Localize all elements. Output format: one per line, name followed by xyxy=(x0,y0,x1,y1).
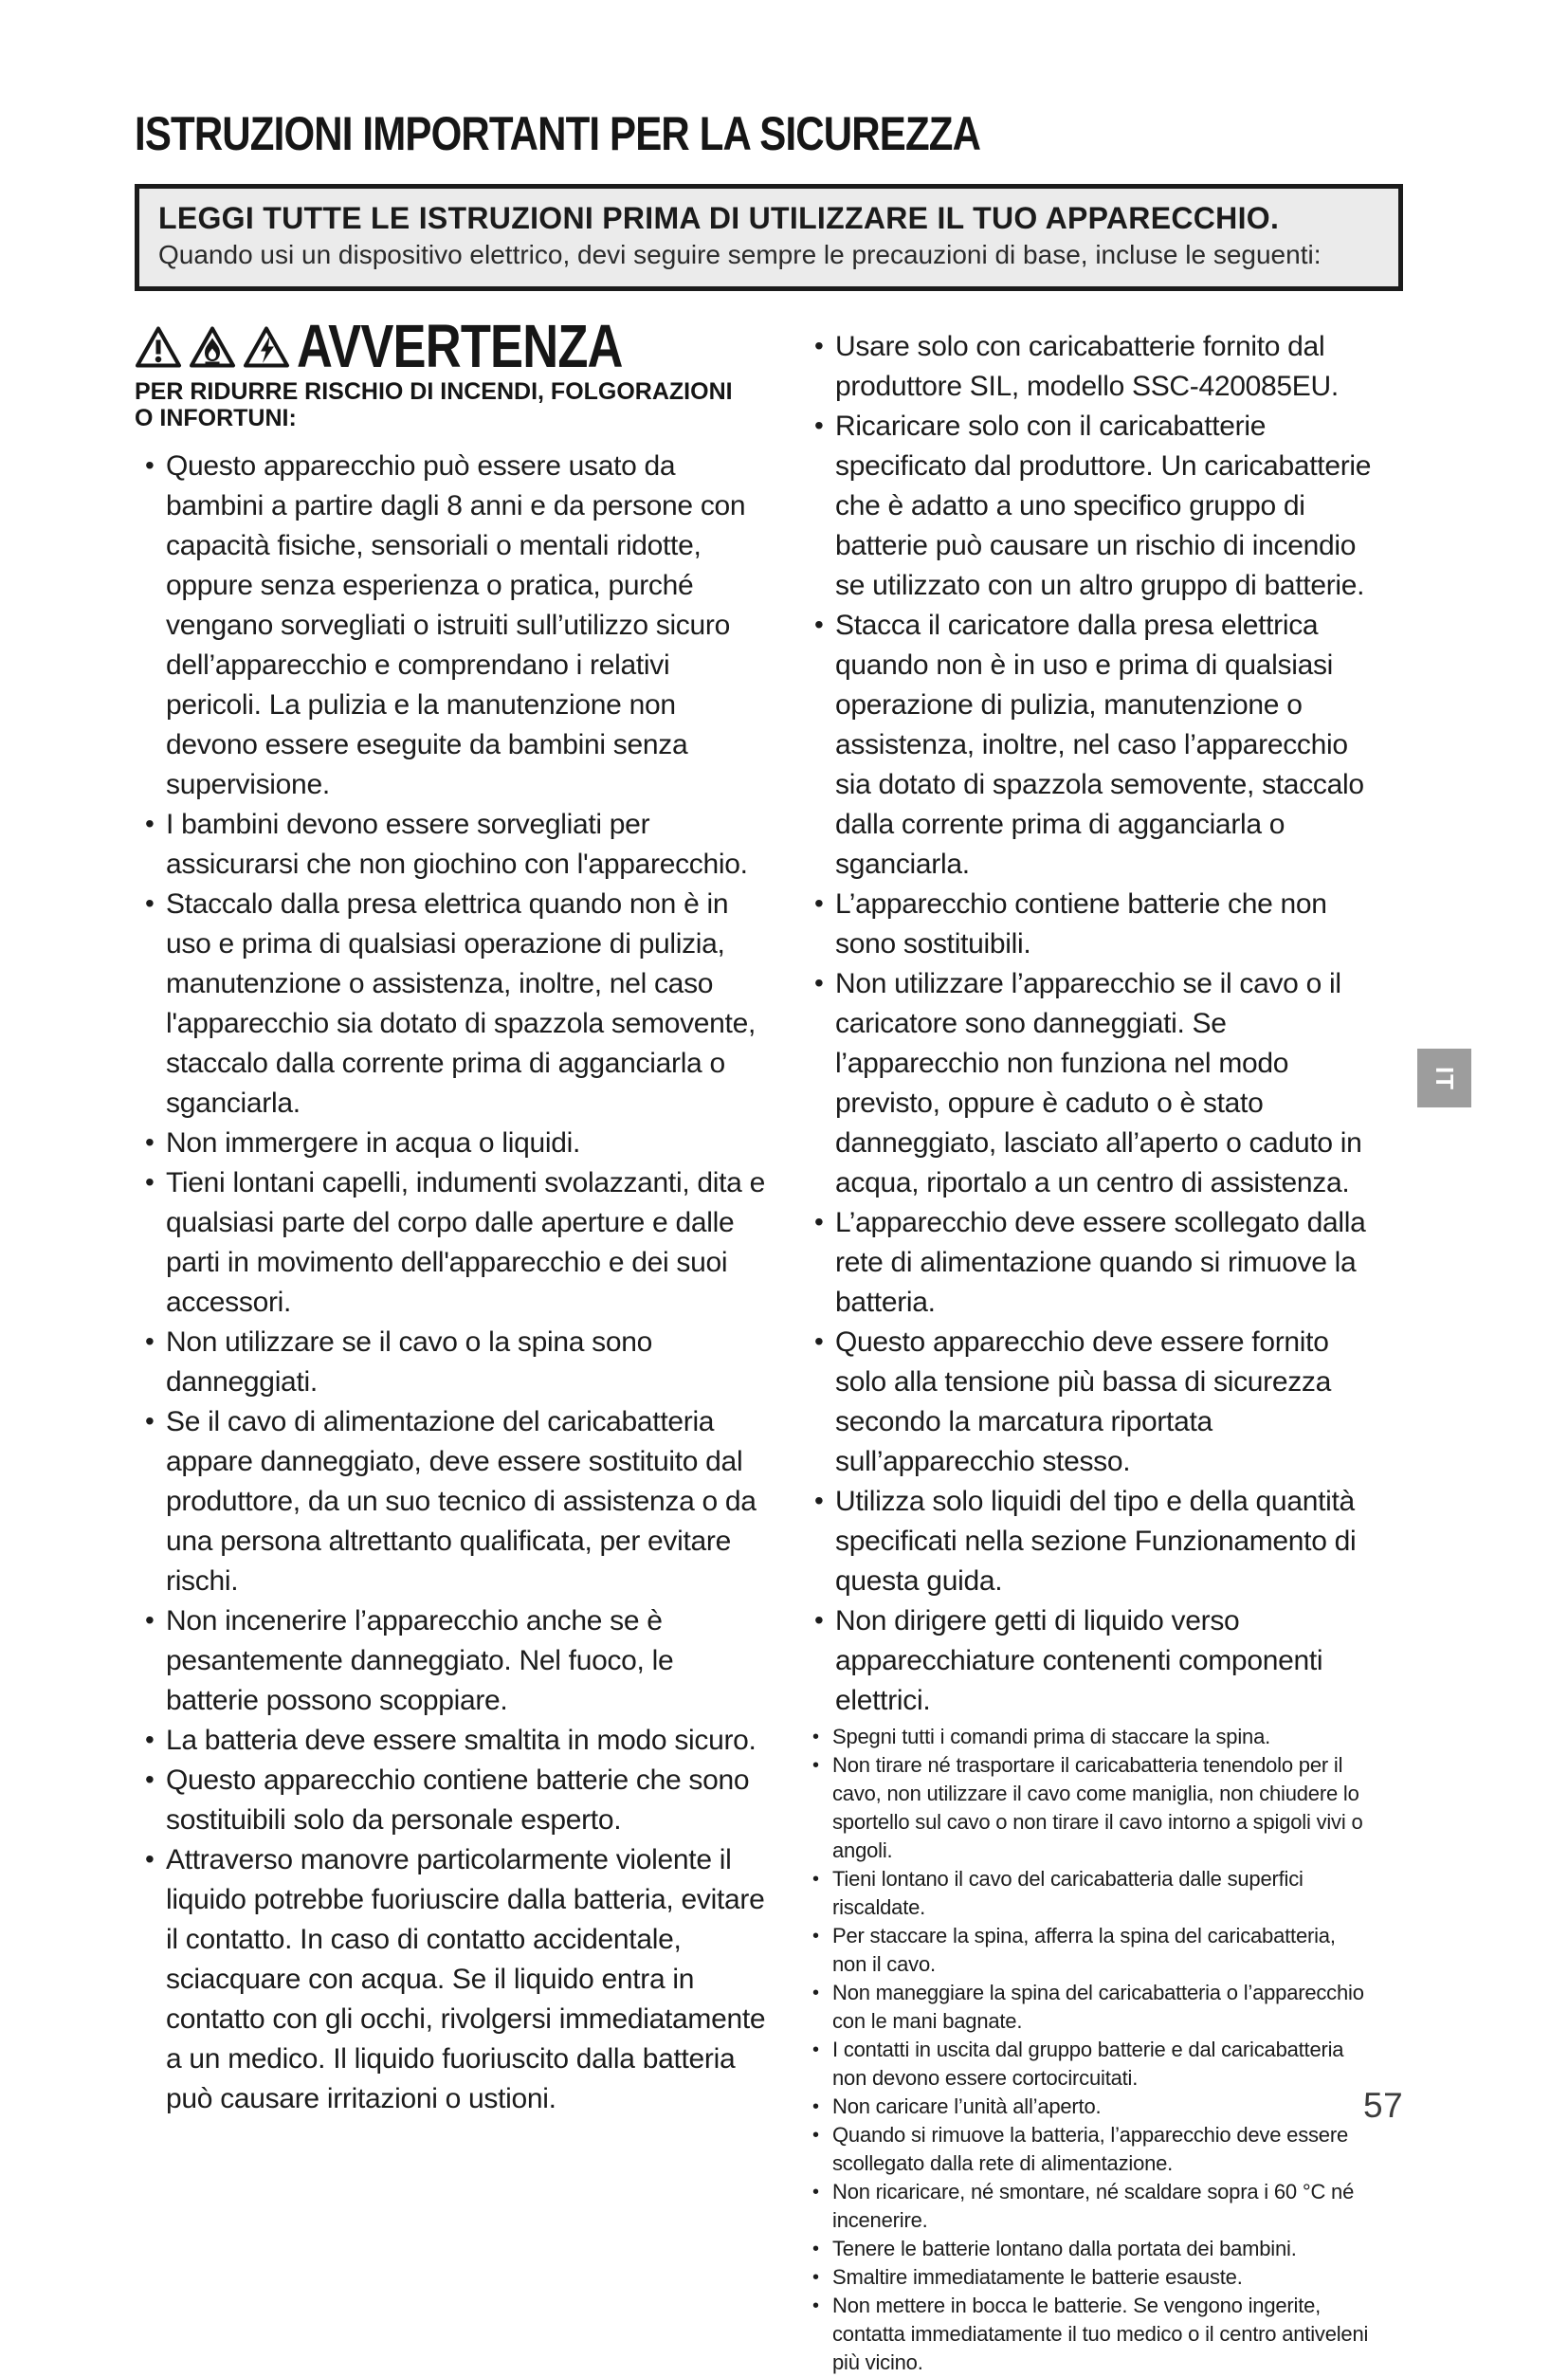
right-bullet-list-small xyxy=(804,1723,1375,2377)
list-item: • Attraverso manovre particolarmente violente il liquido potrebbe fuoriuscire dalla batteria, evitare il contatto. In caso di contatto accidentale, sciacquare con acqua. Se il liquido entra in contatto con gli occhi, rivolgersi immediatamente a un medico. Il liquido fuoriuscito dalla batteria può causare irritazioni o ustioni. xyxy=(135,1840,768,2119)
warning-label: AVVERTENZA xyxy=(297,312,623,380)
left-bullet-list xyxy=(135,447,768,2119)
list-item: • Usare solo con caricabatterie fornito dal produttore SIL, modello SSC-420085EU. xyxy=(804,327,1375,407)
list-item: • Non maneggiare la spina del caricabatteria o l’apparecchio con le mani bagnate. xyxy=(804,1979,1375,2036)
right-bullet-list-large xyxy=(804,327,1375,1721)
list-item: • Tieni lontano il cavo del caricabatteria dalle superfici riscaldate. xyxy=(804,1865,1375,1922)
page-title: ISTRUZIONI IMPORTANTI PER LA SICUREZZA xyxy=(135,107,981,160)
warning-flame-icon xyxy=(189,323,236,371)
notice-subheading: Quando usi un dispositivo elettrico, devi seguire sempre le precauzioni di base, incluse le seguenti: xyxy=(158,240,1322,269)
list-item: • Non tirare né trasportare il caricabatteria tenendolo per il cavo, non utilizzare il cavo come maniglia, non chiudere lo sportello sul cavo o non tirare il cavo intorno a spigoli vivi o angoli. xyxy=(804,1751,1375,1865)
list-item: • Quando si rimuove la batteria, l’apparecchio deve essere scollegato dalla rete di alimentazione. xyxy=(804,2121,1375,2178)
list-item: • Se il cavo di alimentazione del caricabatteria appare danneggiato, deve essere sostituito dal produttore, da un suo tecnico di assistenza o da una persona altrettanto qualificata, per evitare rischi. xyxy=(135,1402,768,1601)
list-item: • Ricaricare solo con il caricabatterie specificato dal produttore. Un caricabatterie che è adatto a uno specifico gruppo di batterie può causare un rischio di incendio se utilizzato con un altro gruppo di batterie. xyxy=(804,407,1375,606)
list-item: • Questo apparecchio può essere usato da bambini a partire dagli 8 anni e da persone con capacità fisiche, sensoriali o mentali ridotte, oppure senza esperienza o pratica, purché vengano sorvegliati o istruiti sull’utilizzo sicuro dell’apparecchio e comprendano i relativi pericoli. La pulizia e la manutenzione non devono essere eseguite da bambini senza supervisione. xyxy=(135,447,768,805)
list-item: • Non immergere in acqua o liquidi. xyxy=(135,1124,768,1163)
list-item: • Non ricaricare, né smontare, né scaldare sopra i 60 °C né incenerire. xyxy=(804,2178,1375,2235)
list-item: • I contatti in uscita dal gruppo batterie e dal caricabatteria non devono essere cortocircuitati. xyxy=(804,2036,1375,2093)
list-item: • Stacca il caricatore dalla presa elettrica quando non è in uso e prima di qualsiasi operazione di pulizia, manutenzione o assistenza, inoltre, nel caso l’apparecchio sia dotato di spazzola semovente, staccalo dalla corrente prima di agganciarla o sganciarla. xyxy=(804,606,1375,885)
list-item: • Questo apparecchio contiene batterie che sono sostituibili solo da personale esperto. xyxy=(135,1761,768,1840)
list-item: • Non caricare l’unità all’aperto. xyxy=(804,2093,1375,2121)
language-section-tab xyxy=(1417,1049,1471,1107)
list-item: • La batteria deve essere smaltita in modo sicuro. xyxy=(135,1721,768,1761)
list-item: • Tenere le batterie lontano dalla portata dei bambini. xyxy=(804,2235,1375,2263)
list-item: • Questo apparecchio deve essere fornito solo alla tensione più bassa di sicurezza secondo la marcatura riportata sull’apparecchio stesso. xyxy=(804,1323,1375,1482)
page-number: 57 xyxy=(1363,2086,1404,2125)
safety-notice-box xyxy=(135,184,1403,291)
manual-page xyxy=(135,106,1413,2377)
left-column xyxy=(135,312,768,2377)
language-tab-label: IT xyxy=(1430,1066,1459,1090)
list-item: • Non mettere in bocca le batterie. Se vengono ingerite, contatta immediatamente il tuo medico o il centro antiveleni più vicino. xyxy=(804,2292,1375,2377)
list-item: • L’apparecchio contiene batterie che non sono sostituibili. xyxy=(804,885,1375,964)
list-item: • Smaltire immediatamente le batterie esauste. xyxy=(804,2263,1375,2292)
list-item: • Non incenerire l’apparecchio anche se è pesantemente danneggiato. Nel fuoco, le batterie possono scoppiare. xyxy=(135,1601,768,1721)
list-item: • Non utilizzare l’apparecchio se il cavo o il caricatore sono danneggiati. Se l’apparecchio non funziona nel modo previsto, oppure è caduto o è stato danneggiato, lasciato all’aperto o caduto in acqua, riportalo a un centro di assistenza. xyxy=(804,964,1375,1203)
warning-exclamation-icon xyxy=(135,323,182,371)
two-column-body xyxy=(135,312,1413,2377)
list-item: • Staccalo dalla presa elettrica quando non è in uso e prima di qualsiasi operazione di pulizia, manutenzione o assistenza, inoltre, nel caso l'apparecchio sia dotato di spazzola semovente, staccalo dalla corrente prima di agganciarla o sganciarla. xyxy=(135,885,768,1124)
list-item: • Spegni tutti i comandi prima di staccare la spina. xyxy=(804,1723,1375,1751)
warning-electric-icon xyxy=(243,323,290,371)
list-item: • Non dirigere getti di liquido verso apparecchiature contenenti componenti elettrici. xyxy=(804,1601,1375,1721)
list-item: • L’apparecchio deve essere scollegato dalla rete di alimentazione quando si rimuove la batteria. xyxy=(804,1203,1375,1323)
notice-heading: LEGGI TUTTE LE ISTRUZIONI PRIMA DI UTILIZZARE IL TUO APPARECCHIO. xyxy=(158,201,1280,235)
warning-subtitle: PER RIDURRE RISCHIO DI INCENDI, FOLGORAZIONI O INFORTUNI: xyxy=(135,378,733,431)
list-item: • Non utilizzare se il cavo o la spina sono danneggiati. xyxy=(135,1323,768,1402)
list-item: • Tieni lontani capelli, indumenti svolazzanti, dita e qualsiasi parte del corpo dalle aperture e dalle parti in movimento dell'apparecchio e dei suoi accessori. xyxy=(135,1163,768,1323)
list-item: • I bambini devono essere sorvegliati per assicurarsi che non giochino con l'apparecchio. xyxy=(135,805,768,885)
list-item: • Utilizza solo liquidi del tipo e della quantità specificati nella sezione Funzionamento di questa guida. xyxy=(804,1482,1375,1601)
warning-header xyxy=(135,312,768,380)
list-item: • Per staccare la spina, afferra la spina del caricabatteria, non il cavo. xyxy=(804,1922,1375,1979)
right-column xyxy=(804,316,1375,2377)
